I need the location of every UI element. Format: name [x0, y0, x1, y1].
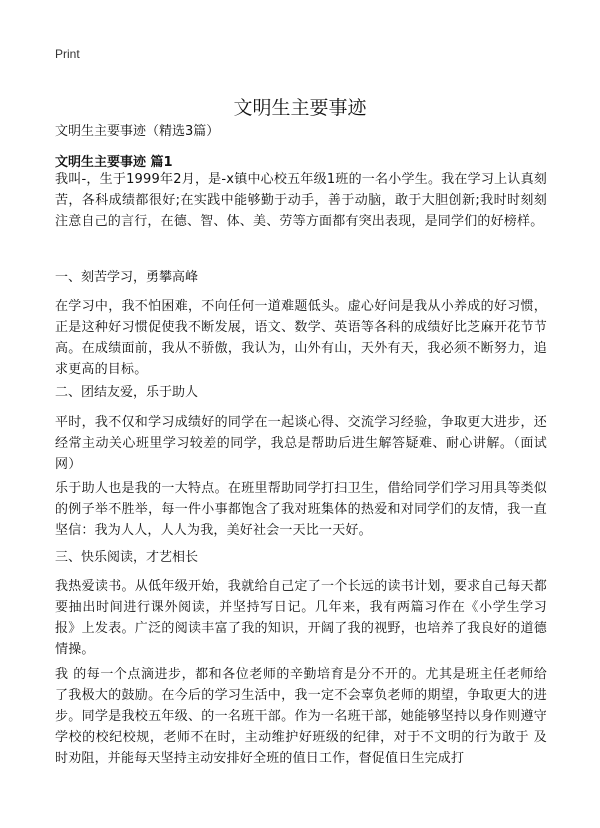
section-heading-1: 一、刻苦学习，勇攀高峰 [55, 270, 199, 285]
paragraph-reading: 我热爱读书。从低年级开始，我就给自己定了一个长远的读书计划，要求自己每天都要抽出时间进行课外阅读，并坚持写日记。几年来，我有两篇习作在《小学生学习报》上发表。广泛的阅读丰富了我的知识，开阔了我的视野，也培养了我良好的道德情操。 [55, 579, 547, 657]
paragraph-intro: 我叫-，生于1999年2月，是-x镇中心校五年级1班的一名小学生。我在学习上认真刻苦，各科成绩都很好;在实践中能够勤于动手，善于动脑，敢于大胆创新;我时时刻刻注意自己的言行，在德、智、体、美、劳等方面都有突出表现，是同学们的好榜样。 [55, 172, 547, 229]
paragraph-progress: 我 的每一个点滴进步，都和各位老师的辛勤培育是分不开的。尤其是班主任老师给了我极大的鼓励。在今后的学习生活中，我一定不会辜负老师的期望，争取更大的进 步。同学是我校五年级、的一名班干部。作为一名班干部，她能够坚持以身作则遵守学校的校纪校规，老师不在时，主动维护好班级的纪律，对于不文明的行为敢于 及时劝阻，并能每天坚持主动安排好全班的值日工作，督促值日生完成打 [55, 667, 547, 766]
article-heading: 文明生主要事迹 篇1 [55, 155, 173, 170]
paragraph-unity: 平时，我不仅和学习成绩好的同学在一起谈心得、交流学习经验，争取更大进步，还经常主动关心班里学习较差的同学，我总是帮助后进生解答疑难、耐心讲解。（面试网） [55, 415, 547, 472]
paragraph-helping: 乐于助人也是我的一大特点。在班里帮助同学打扫卫生，借给同学们学习用具等类似的例子举不胜举，每一件小事都饱含了我对班集体的热爱和对同学们的友情，我一直坚信：我为人人，人人为我，美好社会一天比一天好。 [55, 481, 547, 538]
print-link[interactable]: Print [55, 47, 80, 61]
section-heading-3: 三、快乐阅读，才艺相长 [55, 550, 199, 565]
paragraph-study: 在学习中，我不怕困难，不向任何一道难题低头。虚心好问是我从小养成的好习惯，正是这种好习惯促使我不断发展，语文、数学、英语等各科的成绩好比芝麻开花节节高。在成绩面前，我从不骄傲，我认为，山外有山，天外有天，我必须不断努力，追求更高的目标。 [55, 299, 547, 377]
document-subtitle: 文明生主要事迹（精选3篇） [55, 124, 220, 139]
page-title: 文明生主要事迹 [233, 96, 367, 119]
section-heading-2: 二、团结友爱，乐于助人 [55, 385, 199, 400]
